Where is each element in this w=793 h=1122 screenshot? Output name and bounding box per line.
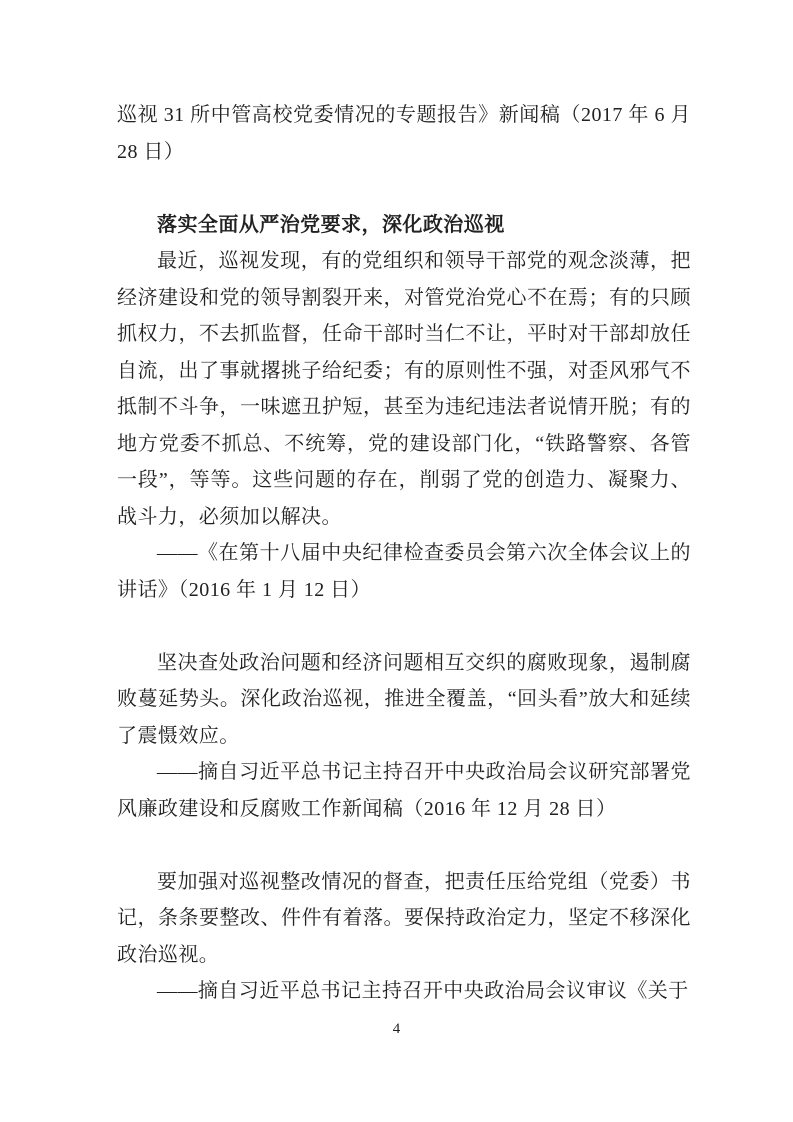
attribution-2: ——摘自习近平总书记主持召开中央政治局会议研究部署党风廉政建设和反腐败工作新闻稿（2016 年 12 月 28 日） xyxy=(117,761,691,820)
attribution-3: ——摘自习近平总书记主持召开中央政治局会议审议《关于 xyxy=(157,980,689,1002)
body-paragraph-3: 要加强对巡视整改情况的督查，把责任压给党组（党委）书记，条条要整改、件件有着落。要保持政治定力，坚定不移深化政治巡视。 xyxy=(117,870,691,966)
body-paragraph-1: 最近，巡视发现，有的党组织和领导干部党的观念淡薄，把经济建设和党的领导割裂开来，对管党治党心不在焉；有的只顾抓权力，不去抓监督，任命干部时当仁不让，平时对干部却放任自流，出了事就撂挑子给纪委；有的原则性不强，对歪风邪气不抵制不斗争，一味遮丑护短，甚至为违纪违法者说情开脱；有的地方党委不抓总、不统筹，党的建设部门化，“铁路警察、各管一段”，等等。这些问题的存在，削弱了党的创造力、凝聚力、战斗力，必须加以解决。 xyxy=(117,250,691,528)
document-text-block xyxy=(117,97,691,1010)
attribution-1: ——《在第十八届中央纪律检查委员会第六次全体会议上的讲话》（2016 年 1 月 12 日） xyxy=(117,542,691,601)
body-paragraph-2: 坚决查处政治问题和经济问题相互交织的腐败现象，遏制腐败蔓延势头。深化政治巡视，推进全覆盖，“回头看”放大和延续了震慑效应。 xyxy=(117,651,691,747)
page-footer xyxy=(0,1019,793,1039)
continued-paragraph: 巡视 31 所中管高校党委情况的专题报告》新闻稿（2017 年 6 月 28 日） xyxy=(117,104,691,163)
page-number: 4 xyxy=(392,1021,401,1037)
section-heading: 落实全面从严治党要求，深化政治巡视 xyxy=(157,213,505,236)
